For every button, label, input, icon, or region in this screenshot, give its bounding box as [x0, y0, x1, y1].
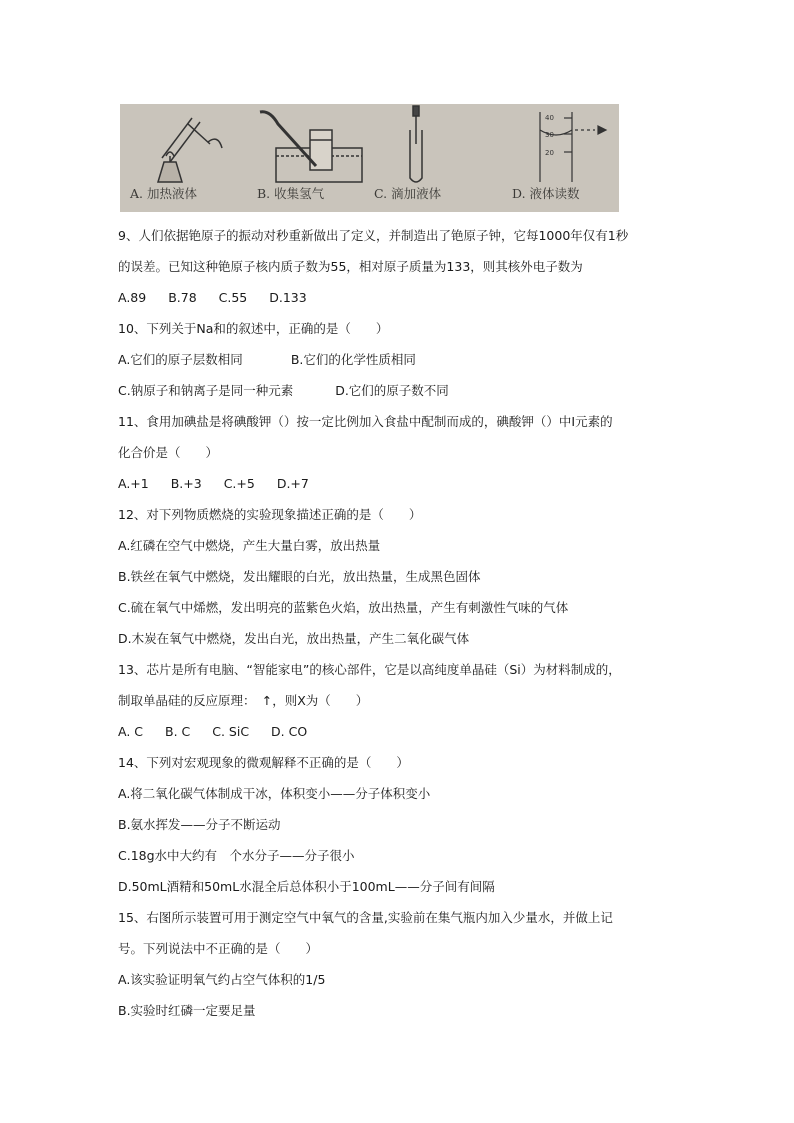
q15-option-b: B.实验时红磷一定要足量	[118, 1003, 256, 1018]
dropper-apparatus	[410, 106, 422, 182]
q15-line-2: 号。下列说法中不正确的是（ ）	[118, 941, 319, 956]
q10-options-row-2	[118, 375, 678, 406]
q14-option-a: A.将二氧化碳气体制成干冰，体积变小——分子体积变小	[118, 786, 431, 801]
q13-option-b: B. C	[165, 724, 191, 739]
heating-liquid-apparatus	[158, 118, 222, 182]
q12-option-c: C.硫在氧气中烯燃，发出明亮的蓝紫色火焰，放出热量，产生有刺激性气味的气体	[118, 600, 569, 615]
q10-option-b: B.它们的化学性质相同	[290, 352, 416, 367]
q13-option-c: C. SiC	[212, 724, 250, 739]
question-list	[118, 220, 678, 1026]
q13-line-1: 13、芯片是所有电脑、“智能家电”的核心部件，它是以高纯度单晶硅（Si）为材料制成的，	[118, 662, 621, 677]
gas-collection-apparatus	[260, 112, 362, 182]
caption-a: A. 加热液体	[130, 186, 197, 201]
q9-option-c: C.55	[218, 290, 248, 305]
scale-mark-40: 40	[545, 114, 554, 122]
q13-line-2: 制取单晶硅的反应原理： ↑，则X为（ ）	[118, 693, 369, 708]
q9-option-a: A.89	[118, 290, 147, 305]
q9-line-2: 的误差。已知这种铯原子核内质子数为55，相对原子质量为133，则其核外电子数为	[118, 259, 583, 274]
q14-option-d: D.50mL酒精和50mL水混全后总体积小于100mL——分子间有间隔	[118, 879, 495, 894]
q14-option-b: B.氨水挥发——分子不断运动	[118, 817, 281, 832]
q12-option-b: B.铁丝在氧气中燃烧，发出耀眼的白光，放出热量，生成黑色固体	[118, 569, 481, 584]
q14-option-c: C.18g水中大约有 个水分子——分子很小	[118, 848, 355, 863]
q11-option-a: A.+1	[118, 476, 149, 491]
scale-mark-30: 30	[545, 131, 554, 139]
caption-b: B. 收集氢气	[257, 186, 325, 201]
q12-stem: 12、对下列物质燃烧的实验现象描述正确的是（ ）	[118, 507, 422, 522]
q12-option-d: D.木炭在氧气中燃烧，发出白光，放出热量，产生二氧化碳气体	[118, 631, 470, 646]
q10-option-d: D.它们的原子数不同	[335, 383, 449, 398]
q15-option-a: A.该实验证明氧气约占空气体积的1/5	[118, 972, 326, 987]
q9-option-b: B.78	[168, 290, 197, 305]
q13-option-d: D. CO	[271, 724, 308, 739]
graduated-cylinder	[540, 112, 606, 182]
q10-option-a: A.它们的原子层数相同	[118, 352, 243, 367]
caption-c: C. 滴加液体	[374, 186, 442, 201]
q9-line-1: 9、人们依据铯原子的振动对秒重新做出了定义，并制造出了铯原子钟，它每1000年仅有1秒	[118, 228, 629, 243]
q10-option-c: C.钠原子和钠离子是同一种元素	[118, 383, 294, 398]
q11-line-1: 11、食用加碘盐是将碘酸钾（）按一定比例加入食盐中配制而成的，碘酸钾（）中I元素的	[118, 414, 613, 429]
q13-option-a: A. C	[118, 724, 144, 739]
q14-stem: 14、下列对宏观现象的微观解释不正确的是（ ）	[118, 755, 409, 770]
q11-option-d: D.+7	[276, 476, 309, 491]
scale-mark-20: 20	[545, 149, 554, 157]
q11-options	[118, 468, 678, 499]
q11-option-c: C.+5	[223, 476, 255, 491]
q12-option-a: A.红磷在空气中燃烧，产生大量白雾，放出热量	[118, 538, 381, 553]
q15-line-1: 15、右图所示装置可用于测定空气中氧气的含量,实验前在集气瓶内加入少量水，并做上记	[118, 910, 613, 925]
q10-options-row-1	[118, 344, 678, 375]
q11-line-2: 化合价是（ ）	[118, 445, 219, 460]
q9-option-d: D.133	[269, 290, 307, 305]
q9-options	[118, 282, 678, 313]
experiment-figure	[120, 104, 619, 212]
q13-options	[118, 716, 678, 747]
q11-option-b: B.+3	[170, 476, 202, 491]
caption-d: D. 液体读数	[512, 186, 580, 201]
q10-stem: 10、下列关于Na和的叙述中，正确的是（ ）	[118, 321, 389, 336]
